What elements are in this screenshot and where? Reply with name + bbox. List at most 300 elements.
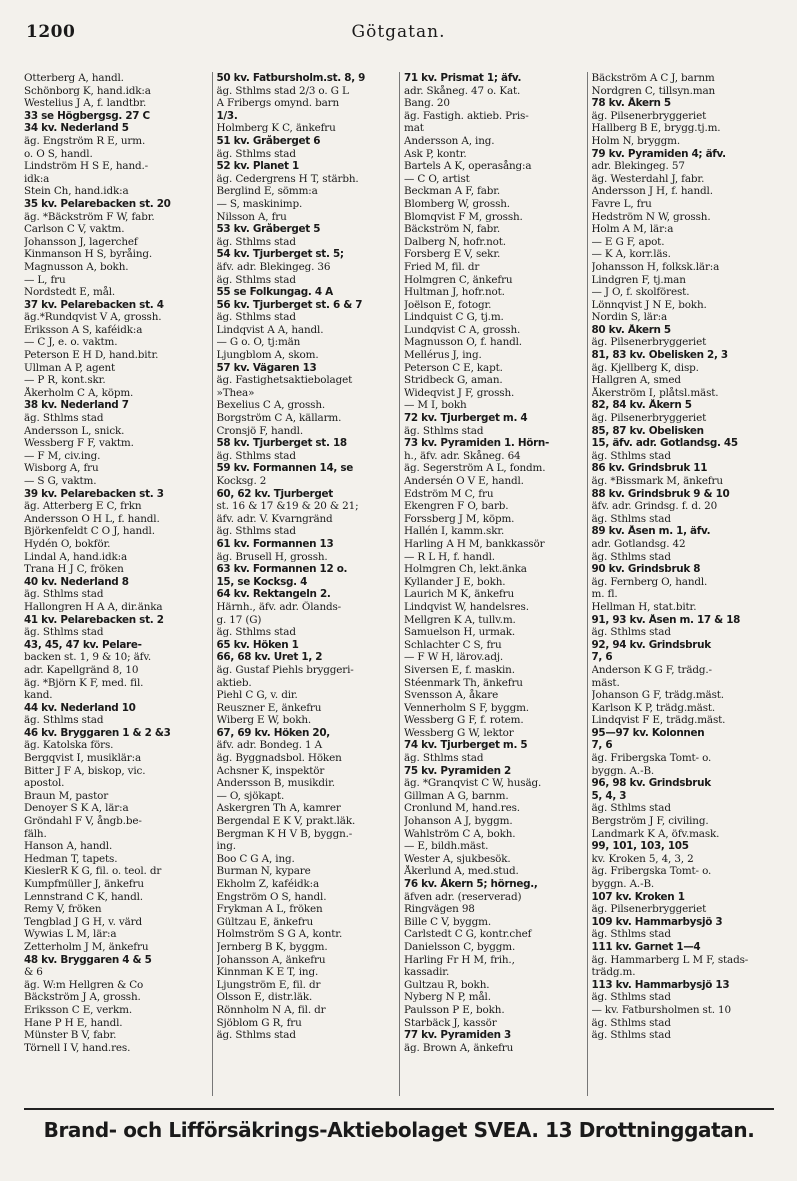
directory-entry: 81, 83 kv. Obelisken 2, 3 [591, 349, 728, 362]
directory-entry: Olsson E, distr.läk. [216, 991, 313, 1004]
directory-entry: Johanson A J, byggm. [404, 815, 513, 828]
directory-entry: g. 17 (G) [216, 613, 262, 626]
directory-entry: 53 kv. Gråberget 5 [216, 223, 321, 236]
directory-entry: äfv. adr. Grindsg. f. d. 20 [591, 500, 718, 513]
directory-entry: äg. *Bäckström F W, fabr. [24, 210, 155, 223]
directory-entry: st. 16 & 17 &19 & 20 & 21; [216, 500, 359, 513]
directory-entry: Härnh., äfv. adr. Ölands- [216, 600, 342, 613]
directory-entry: Blomqvist F M, grossh. [404, 210, 523, 223]
directory-entry: 71 kv. Prismat 1; äfv. [404, 72, 522, 84]
directory-entry: äg. Pilsenerbryggeriet [591, 412, 707, 425]
directory-entry: 61 kv. Formannen 13 [216, 537, 334, 550]
directory-entry: äg. Fribergska Tomt- o. [591, 865, 712, 878]
directory-entry: Nordgren C, tillsyn.man [591, 84, 716, 97]
directory-entry: äg. *Bissmark M, änkefru [591, 475, 723, 487]
directory-entry: Achsner K, inspektör [216, 764, 325, 777]
directory-entry: Vennerholm S F, byggm. [404, 701, 529, 714]
directory-entry: 66, 68 kv. Uret 1, 2 [216, 651, 323, 664]
directory-entry: Anderson K G F, trädg.- [591, 663, 712, 676]
directory-entry: Wiberg E W, bokh. [216, 714, 312, 727]
directory-entry: 89 kv. Åsen m. 1, äfv. [591, 525, 711, 538]
directory-entry: äg. Sthlms stad [591, 449, 671, 462]
directory-entry: Holmberg K C, änkefru [216, 122, 336, 135]
directory-entry: Bäckström A C J, barnm [591, 72, 715, 84]
directory-entry: Ringvägen 98 [404, 903, 475, 916]
directory-entry: Favre L, fru [591, 197, 652, 210]
directory-entry: Andersson O H L, f. handl. [24, 512, 160, 525]
directory-entry: Holm A M, lär:a [591, 223, 674, 236]
directory-entry: äg. Sthlms stad [24, 714, 104, 727]
directory-entry: äg. Sthlms stad [591, 928, 671, 941]
directory-entry: kv. Kroken 5, 4, 3, 2 [591, 852, 694, 865]
column-4 [587, 72, 775, 1096]
directory-entry: Hallén I, kamm.skr. [404, 525, 505, 538]
directory-entry: Harling A H M, bankkassör [404, 537, 545, 550]
directory-entry: A Fribergs omynd. barn [216, 97, 339, 110]
directory-entry: äg. Sthlms stad [404, 752, 484, 765]
directory-entry: Wessberg F F, vaktm. [24, 437, 134, 450]
directory-entry: Åkerholm C A, köpm. [24, 386, 134, 399]
directory-entry: Harling Fr H M, frih., [404, 953, 515, 966]
directory-entry: Rönnholm N A, fil. dr [216, 1003, 326, 1016]
directory-entry: Schönborg K, hand.idk:a [24, 84, 151, 97]
directory-entry: Lönnqvist J N E, bokh. [591, 298, 707, 311]
directory-entry: 40 kv. Nederland 8 [24, 575, 129, 588]
directory-entry: 67, 69 kv. Höken 20, [216, 726, 330, 739]
directory-entry: Bäckström N, fabr. [404, 223, 500, 236]
directory-entry: Wywias L M, lär:a [24, 928, 117, 941]
footer-ad-text: Brand- och Lifförsäkrings-Aktiebolaget SVEA. 13 Drottninggatan. [43, 1118, 755, 1142]
directory-entry: 33 se Högbergsg. 27 C [24, 109, 150, 122]
directory-entry: Stéenmark Th, änkefru [404, 676, 523, 689]
directory-entry: 80 kv. Åkern 5 [591, 323, 671, 336]
directory-entry: 64 kv. Rektangeln 2. [216, 588, 331, 601]
directory-entry: Hedman T, tapets. [24, 852, 118, 865]
directory-entry: äg. Byggnadsbol. Höken [216, 752, 342, 765]
page-header [26, 22, 771, 48]
directory-entry: Kyllander J E, bokh. [404, 575, 506, 588]
directory-entry: Landmark K A, öfv.mask. [591, 827, 720, 840]
directory-entry: Frykman A L, fröken [216, 903, 323, 916]
directory-entry: — F M, civ.ing. [24, 449, 101, 462]
directory-entry: Joëlson E, fotogr. [404, 298, 492, 311]
directory-entry: Wideqvist J F, grossh. [404, 386, 515, 399]
directory-entry: Kinnman K E T, ing. [216, 966, 319, 979]
directory-entry: Stridbeck G, aman. [404, 374, 503, 387]
directory-entry: Bergman K H V B, byggn.- [216, 827, 353, 840]
directory-entry: äg. *Björn K F, med. fil. [24, 676, 144, 689]
directory-entry: Carlson C V, vaktm. [24, 223, 125, 236]
directory-entry: äg. Sthlms stad [591, 626, 671, 639]
directory-entry: Beckman A F, fabr. [404, 185, 501, 198]
directory-entry: äg. Sthlms stad [24, 412, 104, 425]
directory-entry: äg. Fernberg O, handl. [591, 575, 708, 588]
street-heading: Götgatan. [351, 22, 446, 42]
directory-entry: — S G, vaktm. [24, 475, 97, 487]
directory-entry: Lundqvist C A, grossh. [404, 323, 521, 336]
directory-entry: Sjöblom G R, fru [216, 1016, 302, 1029]
directory-entry: Danielsson C, byggm. [404, 940, 516, 953]
directory-entry: Bang. 20 [404, 97, 450, 110]
directory-entry: äg. Sthlms stad [216, 1029, 296, 1042]
directory-columns [24, 72, 774, 1096]
directory-entry: — S, maskinimp. [216, 197, 303, 210]
directory-entry: h., äfv. adr. Skåneg. 64 [404, 449, 521, 462]
directory-entry: Magnusson O, f. handl. [404, 336, 522, 349]
directory-entry: mat [404, 122, 424, 135]
directory-entry: 88 kv. Grindsbruk 9 & 10 [591, 487, 730, 500]
directory-entry: äg. Brown A, änkefru [404, 1041, 514, 1054]
directory-entry: Hallongren H A A, dir.änka [24, 600, 163, 613]
directory-entry: 63 kv. Formannen 12 o. [216, 563, 348, 576]
directory-entry: äg. *Granqvist C W, husäg. [404, 777, 542, 790]
directory-entry: äg. Fribergska Tomt- o. [591, 752, 712, 765]
directory-entry: äfv. adr. V. Kvarngränd [216, 512, 333, 525]
directory-entry: 107 kv. Kroken 1 [591, 890, 685, 903]
directory-entry: Laurich M K, änkefru [404, 588, 515, 601]
directory-entry: Andersson J H, f. handl. [591, 185, 713, 198]
directory-entry: Denoyer S K A, lär:a [24, 802, 129, 815]
directory-entry: äg. Sthlms stad [591, 1016, 671, 1029]
directory-entry: Andersson L, snick. [24, 424, 125, 437]
directory-entry: äg. Katolska förs. [24, 739, 114, 752]
directory-entry: Lindqvist W, handelsres. [404, 600, 529, 613]
directory-entry: — F W H, lärov.adj. [404, 651, 504, 664]
directory-entry: Mellérus J, ing. [404, 349, 482, 362]
directory-entry: kand. [24, 689, 53, 702]
directory-entry: — C J, e. o. vaktm. [24, 336, 118, 349]
directory-entry: Bitter J F A, biskop, vic. [24, 764, 146, 777]
directory-entry: Lindgren F, tj.man [591, 273, 686, 286]
directory-entry: Gultzau R, bokh. [404, 978, 490, 991]
directory-entry: Bergendal E K V, prakt.läk. [216, 815, 356, 828]
directory-entry: Peterson E H D, hand.bitr. [24, 349, 159, 362]
directory-entry: 7, 6 [591, 651, 613, 664]
directory-entry: Törnell I V, hand.res. [24, 1041, 131, 1054]
directory-entry: 48 kv. Bryggaren 4 & 5 [24, 953, 152, 966]
directory-entry: 73 kv. Pyramiden 1. Hörn- [404, 437, 550, 450]
directory-entry: Forssberg J M, köpm. [404, 512, 515, 525]
directory-entry: Remy V, fröken [24, 903, 102, 916]
directory-entry: o. O S, handl. [24, 147, 93, 160]
directory-entry: Wessberg G W, lektor [404, 726, 514, 739]
directory-entry: Tengblad J G H, v. värd [24, 915, 142, 928]
directory-entry: Forsberg E V, sekr. [404, 248, 501, 261]
directory-entry: 113 kv. Hammarbysjö 13 [591, 978, 730, 991]
directory-entry: 78 kv. Åkern 5 [591, 97, 671, 110]
directory-entry: Johansson A, änkefru [216, 953, 326, 966]
directory-entry: Hanson A, handl. [24, 840, 113, 853]
directory-entry: Bäckström J A, grossh. [24, 991, 141, 1004]
directory-entry: 15, äfv. adr. Gotlandsg. 45 [591, 437, 738, 450]
directory-entry: Fried M, fil. dr [404, 260, 480, 273]
directory-entry: Lindqvist A A, handl. [216, 323, 324, 336]
directory-entry: Hydén O, bokför. [24, 537, 111, 550]
directory-entry: Johansson H, folksk.lär:a [591, 260, 720, 273]
directory-entry: Borgström C A, källarm. [216, 412, 342, 425]
directory-entry: äg. W:m Hellgren & Co [24, 978, 144, 991]
column-1 [24, 72, 212, 1096]
directory-entry: Hultman J, hofr.not. [404, 286, 505, 299]
directory-entry: 52 kv. Planet 1 [216, 160, 299, 173]
directory-entry: äg. Pilsenerbryggeriet [591, 903, 707, 916]
directory-entry: Andersson B, musikdir. [216, 777, 335, 790]
directory-entry: 109 kv. Hammarbysjö 3 [591, 915, 723, 928]
directory-entry: 111 kv. Garnet 1—4 [591, 940, 701, 953]
directory-entry: Askergren Th A, kamrer [216, 802, 341, 815]
directory-entry: 58 kv. Tjurberget st. 18 [216, 437, 347, 450]
directory-entry: Nordstedt E, mål. [24, 286, 116, 299]
directory-entry: 59 kv. Formannen 14, se [216, 462, 353, 475]
directory-entry: äg. Sthlms stad [216, 147, 296, 160]
directory-entry: Kocksg. 2 [216, 475, 267, 487]
directory-entry: — M I, bokh [404, 399, 467, 412]
directory-entry: 75 kv. Pyramiden 2 [404, 764, 511, 777]
directory-entry: äg. Sthlms stad [216, 273, 296, 286]
directory-entry: Siversen E, f. maskin. [404, 663, 515, 676]
directory-entry: äg. Sthlms stad [591, 1029, 671, 1042]
directory-entry: Bergqvist I, musiklär:a [24, 752, 141, 765]
directory-entry: Trana H J C, fröken [24, 563, 124, 576]
directory-entry: byggn. A.-B. [591, 878, 655, 890]
directory-entry: Samuelson H, urmak. [404, 626, 516, 639]
directory-entry: äg. Sthlms stad [216, 449, 296, 462]
directory-entry: Ekengren F O, barb. [404, 500, 509, 513]
directory-entry: Eriksson A S, kaféidk:a [24, 323, 143, 336]
directory-entry: Paulsson P E, bokh. [404, 1003, 505, 1016]
directory-entry: Svensson A, åkare [404, 689, 499, 702]
directory-entry: Zetterholm J M, änkefru [24, 940, 149, 953]
directory-entry: Carlstedt C G, kontr.chef [404, 928, 532, 941]
directory-entry: Ask P, kontr. [404, 147, 467, 160]
directory-entry: Wessberg G F, f. rotem. [404, 714, 524, 727]
directory-entry: adr. Blekingeg. 57 [591, 160, 685, 173]
directory-entry: — R L H, f. handl. [404, 550, 495, 563]
directory-entry: — E, bildh.mäst. [404, 840, 489, 853]
directory-entry: äg. Hammarberg L M F, stads- [591, 953, 749, 966]
directory-entry: Mellgren K A, tullv.m. [404, 613, 516, 626]
directory-entry: äfv. adr. Bondeg. 1 A [216, 739, 322, 752]
footer-advertisement [24, 1108, 774, 1142]
directory-entry: Reuszner E, änkefru [216, 701, 322, 714]
directory-entry: Hallgren A, smed [591, 374, 681, 387]
directory-entry: Stein Ch, hand.idk:a [24, 185, 129, 198]
directory-entry: Åkerström I, plåtsl.mäst. [591, 386, 719, 399]
directory-entry: Berglind E, sömm:a [216, 185, 318, 198]
directory-entry: Kinmanson H S, byråing. [24, 248, 153, 261]
directory-entry: idk:a [24, 172, 50, 185]
directory-entry: 39 kv. Pelarebacken st. 3 [24, 487, 164, 500]
directory-entry: Holmgren Ch, lekt.änka [404, 563, 527, 576]
directory-entry: 46 kv. Bryggaren 1 & 2 &3 [24, 726, 171, 739]
directory-entry: 57 kv. Vägaren 13 [216, 361, 317, 374]
directory-entry: äg. Sthlms stad [591, 802, 671, 815]
directory-entry: Åkerlund A, med.stud. [404, 865, 519, 878]
directory-entry: äg. Pilsenerbryggeriet [591, 109, 707, 122]
directory-entry: äg. Sthlms stad [216, 626, 296, 639]
directory-entry: Edström M C, fru [404, 487, 494, 500]
directory-entry: Johanson G F, trädg.mäst. [591, 689, 724, 702]
directory-entry: Andersson A, ing. [404, 134, 495, 147]
directory-entry: Andersén O V E, handl. [404, 475, 524, 487]
directory-entry: Gillman A G, barnm. [404, 789, 509, 802]
directory-entry: Ekholm Z, kaféidk:a [216, 878, 320, 890]
directory-entry: Nilsson A, fru [216, 210, 287, 223]
directory-entry: Starbäck J, kassör [404, 1016, 497, 1029]
directory-entry: — O, sjökapt. [216, 789, 285, 802]
directory-entry: — E G F, apot. [591, 235, 665, 248]
directory-entry: Hellman H, stat.bitr. [591, 600, 697, 613]
directory-entry: — kv. Fatbursholmen st. 10 [591, 1003, 731, 1016]
directory-entry: Wahlström C A, bokh. [404, 827, 516, 840]
directory-entry: 91, 93 kv. Åsen m. 17 & 18 [591, 613, 741, 626]
directory-entry: Westelius J A, f. landtbr. [24, 97, 147, 110]
directory-entry: 65 kv. Höken 1 [216, 638, 299, 651]
directory-entry: Bartels A K, operasång:a [404, 160, 532, 173]
directory-entry: Nordin S, lär:a [591, 311, 668, 324]
directory-entry: byggn. A.-B. [591, 764, 655, 777]
directory-entry: Björkenfeldt C O J, handl. [24, 525, 155, 538]
directory-entry: backen st. 1, 9 & 10; äfv. [24, 651, 152, 664]
directory-entry: 51 kv. Gråberget 6 [216, 134, 321, 147]
directory-entry: ing. [216, 840, 236, 853]
column-2 [212, 72, 400, 1096]
directory-entry: äg. Sthlms stad [591, 550, 671, 563]
directory-entry: äg. Sthlms stad [24, 626, 104, 639]
directory-entry: 77 kv. Pyramiden 3 [404, 1029, 511, 1042]
directory-entry: Ullman A P, agent [24, 361, 116, 374]
directory-entry: Hedström N W, grossh. [591, 210, 711, 223]
directory-entry: äg. Sthlms stad [591, 991, 671, 1004]
directory-entry: äg. Brusell H, grossh. [216, 550, 328, 563]
directory-entry: äg. Fastigh. aktieb. Pris- [404, 109, 529, 122]
directory-entry: äg. Sthlms stad [216, 525, 296, 538]
directory-entry: 79 kv. Pyramiden 4; äfv. [591, 147, 726, 160]
directory-entry: äg. Pilsenerbryggeriet [591, 336, 707, 349]
directory-entry: 1/3. [216, 109, 238, 122]
directory-entry: äg. Gustaf Piehls bryggeri- [216, 663, 354, 676]
directory-entry: äg. Sthlms stad [24, 588, 104, 601]
directory-entry: 72 kv. Tjurberget m. 4 [404, 412, 528, 425]
directory-entry: Engström O S, handl. [216, 890, 327, 903]
directory-entry: mäst. [591, 676, 620, 689]
directory-entry: Magnusson A, bokh. [24, 260, 129, 273]
directory-entry: 95—97 kv. Kolonnen [591, 726, 705, 739]
directory-entry: Peterson C E, kapt. [404, 361, 503, 374]
directory-entry: — J O, f. skolförest. [591, 286, 690, 299]
page-number: 1200 [26, 22, 76, 42]
directory-entry: äg. Sthlms stad [591, 512, 671, 525]
directory-entry: adr. Gotlandsg. 42 [591, 537, 686, 550]
directory-entry: Blomberg W, grossh. [404, 197, 510, 210]
directory-entry: 37 kv. Pelarebacken st. 4 [24, 298, 164, 311]
directory-entry: 76 kv. Åkern 5; hörneg., [404, 878, 538, 890]
directory-entry: Bexelius C A, grossh. [216, 399, 326, 412]
directory-entry: 86 kv. Grindsbruk 11 [591, 462, 708, 475]
directory-entry: äg. Sthlms stad [404, 424, 484, 437]
directory-entry: 54 kv. Tjurberget st. 5; [216, 248, 344, 261]
directory-entry: Lindquist C G, tj.m. [404, 311, 504, 324]
directory-entry: Schlachter C S, fru [404, 638, 502, 651]
directory-entry: Jernberg B K, byggm. [216, 940, 328, 953]
directory-entry: Lindqvist F E, trädg.mäst. [591, 714, 726, 727]
directory-entry: Otterberg A, handl. [24, 72, 124, 84]
directory-entry: 74 kv. Tjurberget m. 5 [404, 739, 528, 752]
directory-entry: adr. Skåneg. 47 o. Kat. [404, 84, 521, 97]
directory-entry: äg. Sthlms stad [216, 311, 296, 324]
directory-entry: Piehl C G, v. dir. [216, 689, 298, 702]
directory-entry: 90 kv. Grindsbruk 8 [591, 563, 701, 576]
directory-entry: Karlson K P, trädg.mäst. [591, 701, 716, 714]
directory-entry: Ljungblom A, skom. [216, 349, 319, 362]
directory-entry: Burman N, kypare [216, 865, 311, 878]
directory-entry: Gültzau E, änkefru [216, 915, 313, 928]
directory-entry: äg. Engström R E, urm. [24, 134, 146, 147]
directory-entry: 38 kv. Nederland 7 [24, 399, 129, 412]
directory-entry: Nyberg N P, mål. [404, 991, 491, 1004]
directory-entry: 82, 84 kv. Åkern 5 [591, 399, 692, 412]
directory-entry: — K A, korr.läs. [591, 248, 671, 261]
directory-entry: äg. Kjellberg K, disp. [591, 361, 699, 374]
directory-entry: äg. Segerström A L, fondm. [404, 462, 546, 475]
directory-entry: m. fl. [591, 588, 618, 601]
directory-entry: 43, 45, 47 kv. Pelare- [24, 638, 142, 651]
directory-entry: aktieb. [216, 676, 252, 689]
directory-entry: Dalberg N, hofr.not. [404, 235, 506, 248]
column-3 [399, 72, 587, 1096]
directory-entry: Wisborg A, fru [24, 462, 99, 475]
directory-entry: 56 kv. Tjurberget st. 6 & 7 [216, 298, 363, 311]
directory-entry: Hallberg B E, brygg.tj.m. [591, 122, 721, 135]
directory-entry: Cronlund M, hand.res. [404, 802, 520, 815]
directory-entry: äg. Fastighetsaktiebolaget [216, 374, 353, 387]
directory-entry: Holmgren C, änkefru [404, 273, 513, 286]
directory-entry: 15, se Kocksg. 4 [216, 575, 308, 588]
directory-entry: äfven adr. (reserverad) [404, 890, 522, 903]
directory-entry: Bergström J F, civiling. [591, 815, 709, 828]
directory-entry: 35 kv. Pelarebacken st. 20 [24, 197, 171, 210]
directory-entry: 5, 4, 3 [591, 789, 627, 802]
directory-entry: 96, 98 kv. Grindsbruk [591, 777, 711, 790]
directory-entry: fälh. [24, 827, 47, 840]
directory-entry: Gröndahl F V, ångb.be- [24, 815, 142, 828]
directory-entry: Eriksson C E, verkm. [24, 1003, 132, 1016]
directory-entry: äg. Atterberg E C, frkn [24, 500, 142, 513]
directory-entry: — G o. O, tj:män [216, 336, 301, 349]
directory-entry: Holm N, bryggm. [591, 134, 681, 147]
directory-entry: — P R, kont.skr. [24, 374, 106, 387]
directory-entry: Johansson J, lagerchef [24, 235, 138, 248]
directory-entry: adr. Kapellgränd 8, 10 [24, 663, 139, 676]
directory-entry: Ljungström E, fil. dr [216, 978, 321, 991]
directory-entry: Hane P H E, handl. [24, 1016, 123, 1029]
directory-entry: — L, fru [24, 273, 66, 286]
directory-entry: äg. Sthlms stad [216, 235, 296, 248]
directory-entry: kassadir. [404, 966, 450, 979]
directory-entry: äg. Sthlms stad 2/3 o. G L [216, 84, 349, 97]
directory-entry: 34 kv. Nederland 5 [24, 122, 129, 135]
directory-entry: trädg.m. [591, 966, 636, 979]
directory-entry: äfv. adr. Blekingeg. 36 [216, 260, 331, 273]
directory-entry: Boo C G A, ing. [216, 852, 295, 865]
directory-entry: 85, 87 kv. Obelisken [591, 424, 704, 437]
directory-entry: Braun M, pastor [24, 789, 109, 802]
directory-entry: Lindal A, hand.idk:a [24, 550, 127, 563]
directory-entry: — C O, artist [404, 172, 470, 185]
directory-entry: äg. Westerdahl J, fabr. [591, 172, 705, 185]
directory-entry: Cronsjö F, handl. [216, 424, 303, 437]
directory-entry: 44 kv. Nederland 10 [24, 701, 136, 714]
